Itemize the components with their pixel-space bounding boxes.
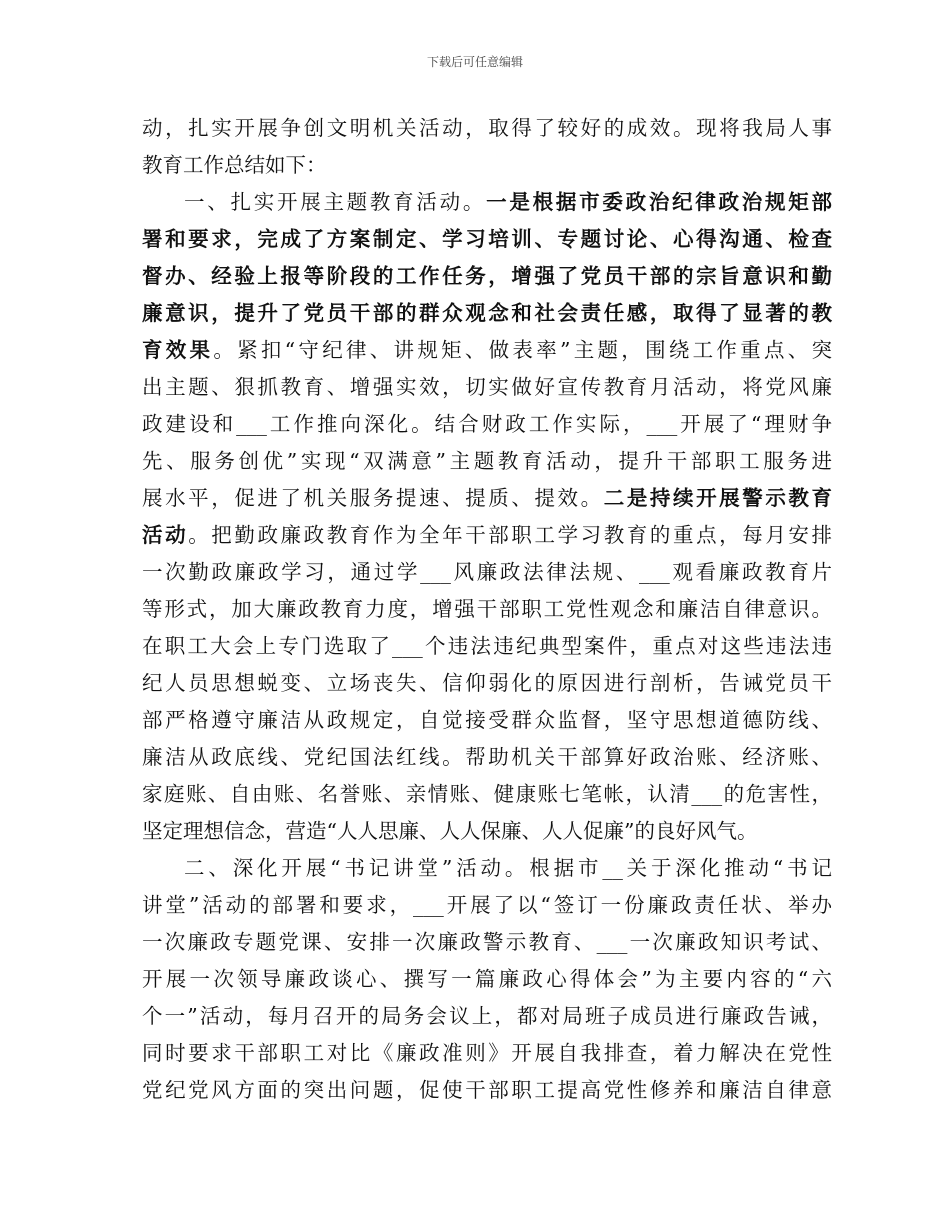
text-line bbox=[142, 776, 832, 813]
text-line bbox=[142, 850, 832, 887]
text-line bbox=[142, 406, 832, 443]
bold-text-run: 廉意识，提升了党员干部的群众观念和社会责任感，取得了显著的教 bbox=[142, 301, 832, 325]
text-run: 等形式，加大廉政教育力度，增强干部职工党性观念和廉洁自律意识。 bbox=[142, 597, 832, 621]
text-line bbox=[142, 110, 832, 147]
text-run: 先、服务创优”实现“双满意”主题教育活动，提升干部职工服务进 bbox=[142, 449, 832, 473]
text-line bbox=[142, 1035, 832, 1072]
text-line bbox=[142, 1072, 832, 1109]
text-run: 坚定理想信念，营造“人人思廉、人人保廉、人人促廉”的良好风气。 bbox=[142, 819, 758, 843]
text-line bbox=[142, 961, 832, 998]
text-run: 廉洁从政底线、党纪国法红线。帮助机关干部算好政治账、经济账、 bbox=[142, 745, 832, 769]
text-line bbox=[142, 332, 832, 369]
text-line bbox=[142, 924, 832, 961]
bold-text-run: 活动 bbox=[142, 523, 189, 547]
text-run: 纪人员思想蜕变、立场丧失、信仰弱化的原因进行剖析，告诫党员干 bbox=[142, 671, 832, 695]
text-run: 。紧扣“守纪律、讲规矩、做表率”主题，围绕工作重点、突 bbox=[213, 338, 833, 362]
text-line bbox=[142, 998, 832, 1035]
text-run: 个一”活动，每月召开的局务会议上，都对局班子成员进行廉政告诫， bbox=[142, 1004, 832, 1028]
bold-text-run: 督办、经验上报等阶段的工作任务，增强了党员干部的宗旨意识和勤 bbox=[142, 264, 832, 288]
text-line bbox=[142, 258, 832, 295]
text-run: 家庭账、自由账、名誉账、亲情账、健康账七笔帐，认清___的危害性， bbox=[142, 782, 832, 806]
text-run: 出主题、狠抓教育、增强实效，切实做好宣传教育月活动，将党风廉 bbox=[142, 375, 832, 399]
bold-text-run: 二是持续开展警示教育 bbox=[603, 486, 833, 510]
text-run: 政建设和___工作推向深化。结合财政工作实际，___开展了“理财争 bbox=[142, 412, 832, 436]
bold-text-run: 署和要求，完成了方案制定、学习培训、专题讨论、心得沟通、检查 bbox=[142, 227, 832, 251]
text-line bbox=[142, 480, 832, 517]
text-run: 动，扎实开展争创文明机关活动，取得了较好的成效。现将我局人事 bbox=[142, 116, 832, 140]
text-line bbox=[142, 184, 832, 221]
text-line bbox=[142, 554, 832, 591]
text-line bbox=[142, 517, 832, 554]
text-line bbox=[142, 443, 832, 480]
text-run: 。把勤政廉政教育作为全年干部职工学习教育的重点，每月安排 bbox=[188, 523, 833, 547]
document-body bbox=[142, 110, 832, 1109]
text-line bbox=[142, 702, 832, 739]
text-line bbox=[142, 147, 832, 184]
text-run: 开展一次领导廉政谈心、撰写一篇廉政心得体会”为主要内容的“六 bbox=[142, 967, 832, 991]
page-header-note: 下载后可任意编辑 bbox=[426, 55, 523, 69]
bold-text-run: 育效果 bbox=[142, 338, 214, 362]
text-run: 部严格遵守廉洁从政规定，自觉接受群众监督，坚守思想道德防线、 bbox=[142, 708, 832, 732]
bold-text-run: 一是根据市委政治纪律政治规矩部 bbox=[486, 190, 833, 214]
text-line bbox=[142, 295, 832, 332]
text-line bbox=[142, 739, 832, 776]
text-run: 同时要求干部职工对比《廉政准则》开展自我排查，着力解决在党性 bbox=[142, 1041, 832, 1065]
text-run: 一次廉政专题党课、安排一次廉政警示教育、___一次廉政知识考试、 bbox=[142, 930, 832, 954]
text-line bbox=[142, 665, 832, 702]
text-run: 讲堂”活动的部署和要求，___开展了以“签订一份廉政责任状、举办 bbox=[142, 893, 832, 917]
text-run: 一、扎实开展主题教育活动。 bbox=[184, 190, 487, 214]
text-line bbox=[142, 221, 832, 258]
text-line bbox=[142, 813, 832, 850]
text-run: 二、深化开展“书记讲堂”活动。根据市__关于深化推动“书记 bbox=[184, 856, 832, 880]
text-line bbox=[142, 591, 832, 628]
text-run: 在职工大会上专门选取了___个违法违纪典型案件，重点对这些违法违 bbox=[142, 634, 832, 658]
text-run: 党纪党风方面的突出问题，促使干部职工提高党性修养和廉洁自律意 bbox=[142, 1078, 832, 1102]
text-line bbox=[142, 887, 832, 924]
text-line bbox=[142, 369, 832, 406]
text-run: 展水平，促进了机关服务提速、提质、提效。 bbox=[142, 486, 604, 510]
text-line bbox=[142, 628, 832, 665]
text-run: 一次勤政廉政学习，通过学___风廉政法律法规、___观看廉政教育片 bbox=[142, 560, 832, 584]
text-run: 教育工作总结如下： bbox=[142, 153, 327, 177]
